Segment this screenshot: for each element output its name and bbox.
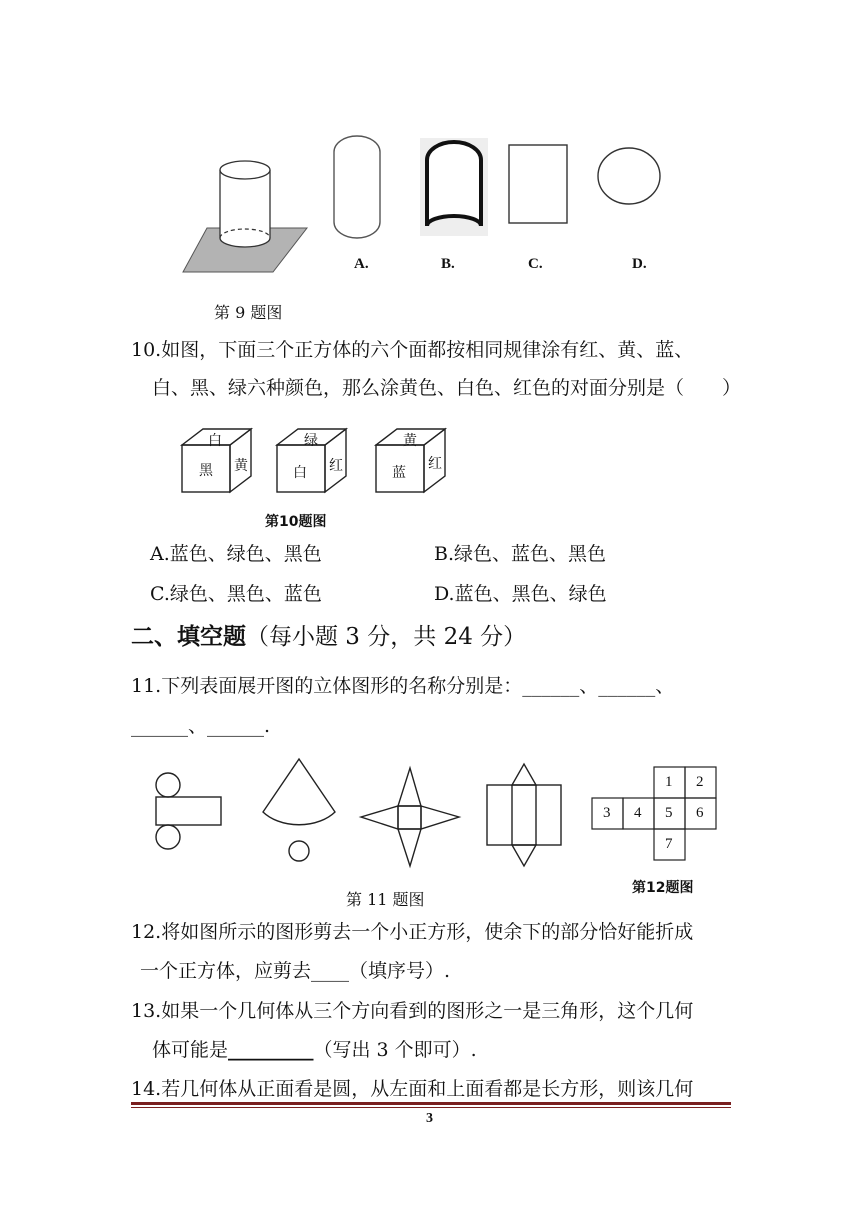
q12-cell-6: 6 xyxy=(696,805,704,821)
q9-caption: 第 9 题图 xyxy=(214,303,283,322)
q10-text-line2: 白、黑、绿六种颜色，那么涂黄色、白色、红色的对面分别是（ ） xyxy=(152,377,742,399)
q12-cell-1: 1 xyxy=(665,774,673,790)
q11-text-line2: ______、______. xyxy=(131,715,271,737)
q10-option-a: A.蓝色、绿色、黑色 xyxy=(150,543,322,565)
page-number: 3 xyxy=(426,1111,433,1126)
q11-net-prism xyxy=(487,764,561,866)
q10-cube-1-front: 黑 xyxy=(199,463,213,479)
q11-net-pyramid xyxy=(361,768,459,866)
q11-caption: 第 11 题图 xyxy=(346,890,425,909)
section-2-note: （每小题 3 分，共 24 分） xyxy=(246,624,527,650)
section-2-title: 二、填空题 xyxy=(131,623,246,650)
q9-option-b-label: B. xyxy=(441,256,455,272)
q13-line2-post: （写出 3 个即可）. xyxy=(313,1039,477,1061)
q12-text-line1: 12.将如图所示的图形剪去一个小正方形，使余下的部分恰好能折成 xyxy=(131,921,694,943)
q13-answer-blank: _________ xyxy=(228,1039,314,1061)
q12-cell-4: 4 xyxy=(634,805,642,821)
q10-caption: 第10题图 xyxy=(265,514,327,530)
q9-option-c-label: C. xyxy=(528,256,543,272)
q12-caption: 第12题图 xyxy=(632,880,694,896)
q10-cube-3-right: 红 xyxy=(428,456,442,472)
q14-text-line1: 14.若几何体从正面看是圆，从左面和上面看都是长方形，则该几何 xyxy=(131,1078,694,1100)
q11-net-cylinder xyxy=(156,773,221,849)
q10-option-b: B.绿色、蓝色、黑色 xyxy=(434,543,607,565)
q12-text-line2: 一个正方体，应剪去____（填序号）. xyxy=(140,960,451,982)
footer-rule xyxy=(131,1102,731,1105)
q13-line2-pre: 体可能是 xyxy=(152,1039,229,1061)
q12-cell-7: 7 xyxy=(665,836,673,852)
q10-cube-3-top: 黄 xyxy=(403,433,417,449)
q12-cell-2: 2 xyxy=(696,774,704,790)
q10-cube-3-front: 蓝 xyxy=(392,465,406,481)
q10-cube-1-top: 白 xyxy=(208,433,222,449)
q12-cell-5: 5 xyxy=(665,805,673,821)
q10-cube-1-right: 黄 xyxy=(234,458,248,474)
q10-option-c: C.绿色、黑色、蓝色 xyxy=(150,583,322,605)
q9-option-a-label: A. xyxy=(354,256,369,272)
q13-text-line1: 13.如果一个几何体从三个方向看到的图形之一是三角形，这个几何 xyxy=(131,1000,694,1022)
q12-cell-3: 3 xyxy=(603,805,611,821)
q10-option-d: D.蓝色、黑色、绿色 xyxy=(434,583,607,605)
q9-option-d-label: D. xyxy=(632,256,647,272)
q11-net-cone xyxy=(263,759,335,861)
q10-cube-2-right: 红 xyxy=(329,458,343,474)
q11-text-line1: 11.下列表面展开图的立体图形的名称分别是：______、______、 xyxy=(131,675,675,697)
q10-cube-2-front: 白 xyxy=(293,465,307,481)
footer-rule-thin xyxy=(131,1107,731,1108)
q10-text-line1: 10.如图，下面三个正方体的六个面都按相同规律涂有红、黄、蓝、 xyxy=(131,339,694,361)
q10-cube-2-top: 绿 xyxy=(304,433,318,449)
q13-text-line2 xyxy=(152,1041,477,1060)
